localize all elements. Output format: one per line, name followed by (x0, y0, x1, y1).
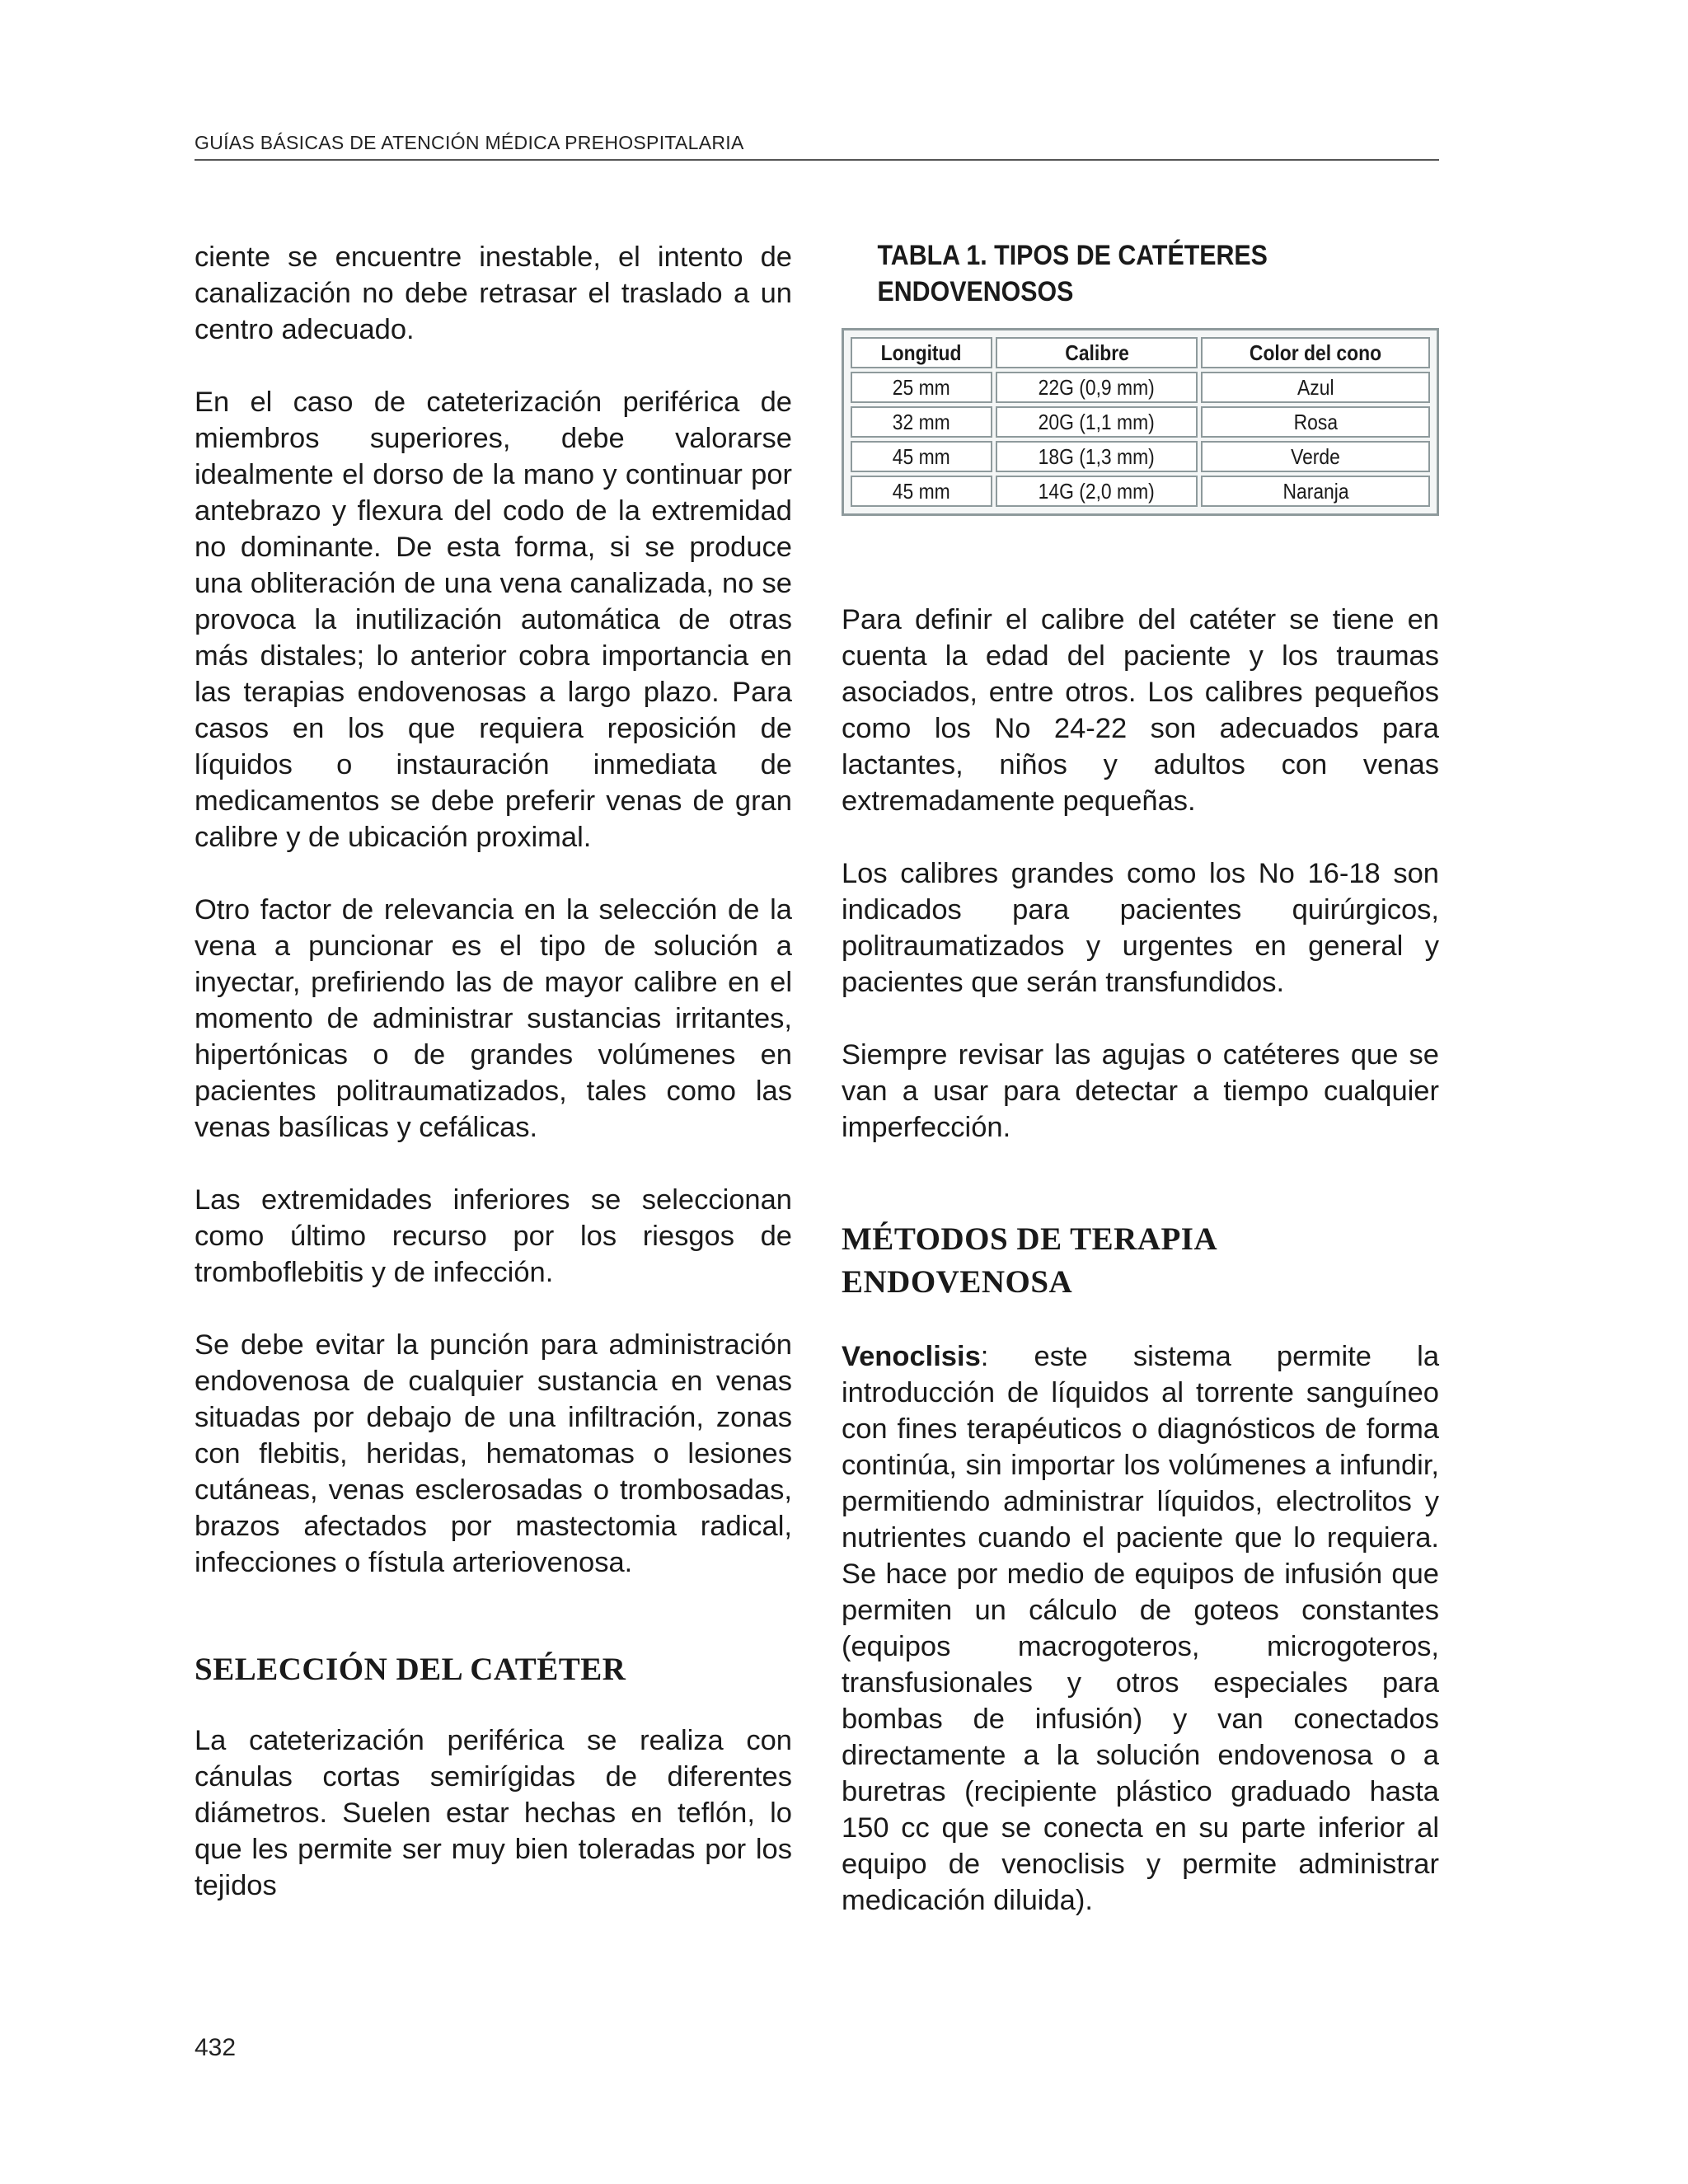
cell-text: 32 mm (893, 410, 950, 434)
table-header-cell (851, 337, 992, 368)
table-cell (996, 476, 1198, 507)
cell-text: 45 mm (893, 444, 950, 469)
paragraph: Para definir el calibre del catéter se tiene en cuenta la edad del paciente y los traumas asociados, entre otros. Los calibres pequeños como los No 24-22 son adecuados para lactantes, niños y adultos con venas extremadamente pequeñas. (842, 604, 1439, 817)
table-cell (996, 406, 1198, 438)
cell-text: Rosa (1293, 410, 1338, 434)
cell-text: 20G (1,1 mm) (1039, 410, 1156, 434)
header-color: Color del cono (1250, 340, 1382, 365)
table-cell (1201, 372, 1430, 403)
table-header-row (851, 337, 1430, 368)
table-cell (851, 372, 992, 403)
table-header-cell (1201, 337, 1430, 368)
paragraph: Los calibres grandes como los No 16-18 son indicados para pacientes quirúrgicos, politraumatizados y urgentes en general y pacientes que serán transfundidos. (842, 858, 1439, 998)
table-cell (851, 476, 992, 507)
venoclisis-text: : este sistema permite la introducción de líquidos al torrente sanguíneo con fines terapéuticos o diagnósticos de forma continúa, sin importar los volúmenes a infundir, permitiendo administrar líquidos, electrolitos y nutrientes cuando el paciente que lo requiera. Se hace por medio de equipos de infusión que permiten un cálculo de goteos constantes (equipos macrogoteros, microgoteros, transfusionales y otros especiales para bombas de infusión) y van conectados directamente a la solución endovenosa o a buretras (recipiente plástico graduado hasta 150 cc que se conecta en su parte inferior al equipo de venoclisis y permite administrar medicación diluida). (842, 1341, 1439, 1916)
cell-text: Azul (1296, 375, 1334, 400)
page-number: 432 (195, 2034, 237, 2061)
table-cell (1201, 441, 1430, 472)
cell-text: 25 mm (893, 375, 950, 400)
cell-text: 18G (1,3 mm) (1039, 444, 1156, 469)
table-cell (1201, 476, 1430, 507)
table-cell (1201, 406, 1430, 438)
header-longitud: Longitud (881, 340, 962, 365)
table-cell (996, 372, 1198, 403)
paragraph: En el caso de cateterización periférica de miembros superiores, debe valorarse idealmente el dorso de la mano y continuar por antebrazo y flexura del codo de la extremidad no dominante. De esta forma, si se produce una obliteración de una vena canalizada, no se provoca la inutilización automática de otras más distales; lo anterior cobra importancia en las terapias endovenosas a largo plazo. Para casos en los que requiera reposición de líquidos o instauración inmediata de medicamentos se debe preferir venas de gran calibre y de ubicación proximal. (195, 387, 792, 853)
paragraph: Siempre revisar las agujas o catéteres que se van a usar para detectar a tiempo cualquier imperfección. (842, 1039, 1439, 1143)
cell-text: 14G (2,0 mm) (1039, 479, 1156, 504)
table-cell (996, 441, 1198, 472)
table-row (851, 372, 1430, 403)
paragraph: Otro factor de relevancia en la selección de la vena a puncionar es el tipo de solución a inyectar, prefiriendo las de mayor calibre en el momento de administrar sustancias irritantes, hipertónicas o de grandes volúmenes en pacientes politraumatizados, tales como las venas basílicas y cefálicas. (195, 894, 792, 1143)
catheter-table (842, 328, 1439, 516)
paragraph: La cateterización periférica se realiza con cánulas cortas semirígidas de diferentes diámetros. Suelen estar hechas en teflón, lo que les permite ser muy bien toleradas por los tejidos (195, 1725, 792, 1901)
table-cell (851, 406, 992, 438)
section-heading-line1: MÉTODOS DE TERAPIA (842, 1221, 1218, 1257)
section-heading-line2: ENDOVENOSA (842, 1264, 1073, 1300)
table-row (851, 406, 1430, 438)
running-header: GUÍAS BÁSICAS DE ATENCIÓN MÉDICA PREHOSPITALARIA (195, 132, 1439, 161)
cell-text: 45 mm (893, 479, 950, 504)
venoclisis-term: Venoclisis (842, 1341, 981, 1372)
cell-text: Naranja (1282, 479, 1349, 504)
paragraph: Se debe evitar la punción para administración endovenosa de cualquier sustancia en venas situadas por debajo de una infiltración, zonas con flebitis, heridas, hematomas o lesiones cutáneas, venas esclerosadas o trombosadas, brazos afectados por mastectomia radical, infecciones o fístula arteriovenosa. (195, 1329, 792, 1578)
table-caption-line1: TABLA 1. TIPOS DE CATÉTERES (877, 240, 1268, 271)
left-column (195, 239, 792, 1904)
paragraph: Las extremidades inferiores se seleccionan como último recurso por los riesgos de tromboflebitis y de infección. (195, 1184, 792, 1288)
table-row (851, 441, 1430, 472)
table-header-cell (996, 337, 1198, 368)
paragraph: ciente se encuentre inestable, el intento de canalización no debe retrasar el traslado a un centro adecuado. (195, 241, 792, 345)
cell-text: 22G (0,9 mm) (1039, 375, 1156, 400)
venoclisis-paragraph (842, 1338, 1439, 1919)
table-row (851, 476, 1430, 507)
header-calibre: Calibre (1064, 340, 1129, 365)
cell-text: Verde (1291, 444, 1341, 469)
right-column (842, 239, 1439, 1919)
section-heading: SELECCIÓN DEL CATÉTER (195, 1652, 626, 1687)
table-cell (851, 441, 992, 472)
table-caption-line2: ENDOVENOSOS (877, 276, 1074, 307)
